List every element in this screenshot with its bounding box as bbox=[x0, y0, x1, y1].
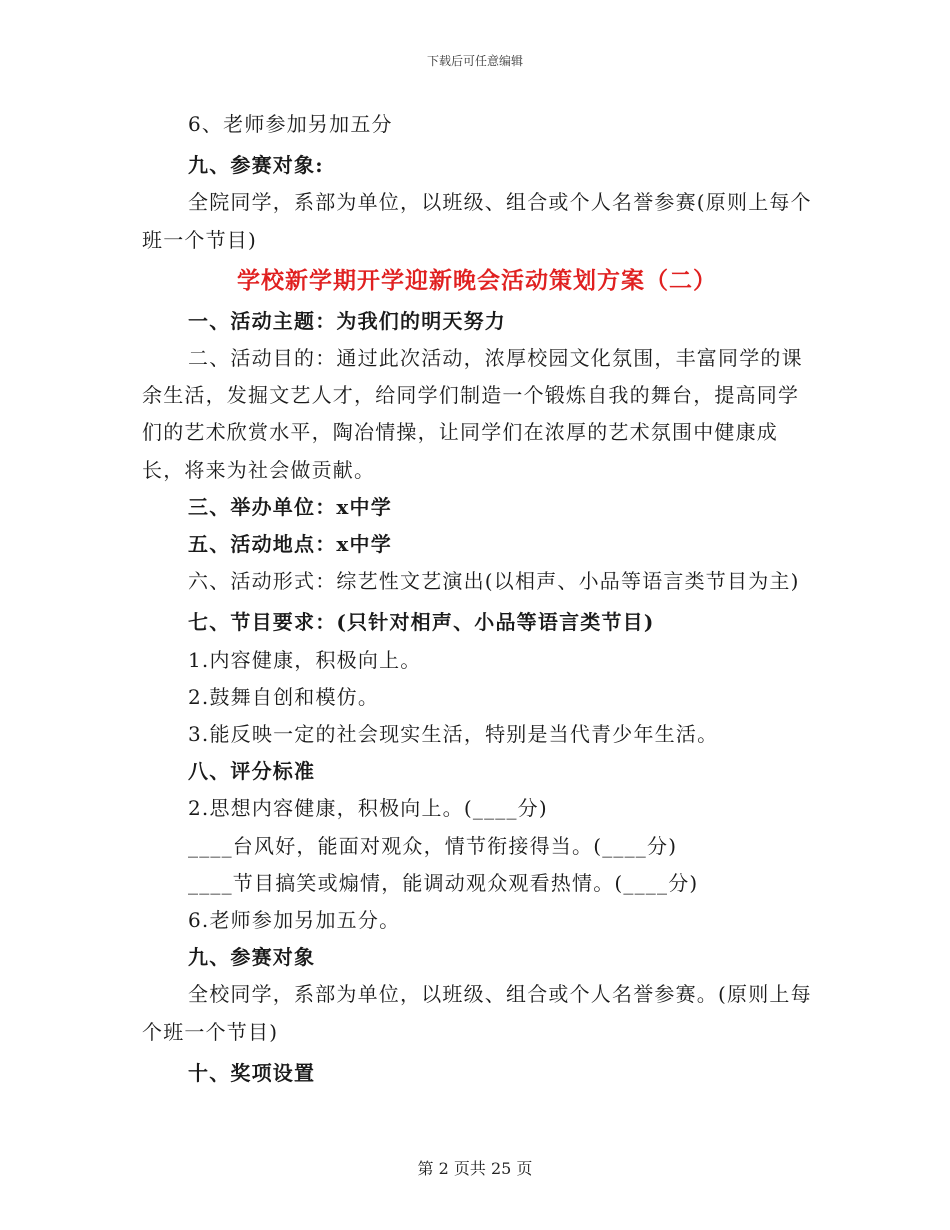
paragraph-participants-2: 全校同学，系部为单位，以班级、组合或个人名誉参赛。(原则上每个班一个节目) bbox=[142, 982, 812, 1044]
document-body bbox=[142, 106, 812, 1092]
list-item-scoring-2: ____台风好，能面对观众，情节衔接得当。(____分) bbox=[188, 833, 678, 858]
paragraph-participants: 全院同学，系部为单位，以班级、组合或个人名誉参赛(原则上每个班一个节目) bbox=[142, 190, 812, 252]
paragraph-format: 六、活动形式：综艺性文艺演出(以相声、小品等语言类节目为主) bbox=[188, 569, 800, 594]
paragraph-teacher-bonus: 6、老师参加另加五分 bbox=[188, 112, 393, 136]
heading-scoring: 八、评分标准 bbox=[188, 759, 316, 784]
page-footer: 第 2 页共 25 页 bbox=[417, 1159, 533, 1178]
list-item-requirement-1: 1.内容健康，积极向上。 bbox=[188, 647, 422, 672]
heading-organizer: 三、举办单位：x中学 bbox=[188, 494, 392, 519]
heading-awards: 十、奖项设置 bbox=[188, 1060, 316, 1085]
list-item-requirement-2: 2.鼓舞自创和模仿。 bbox=[188, 684, 380, 709]
heading-location: 五、活动地点：x中学 bbox=[188, 532, 392, 557]
page-header: 下载后可任意编辑 bbox=[426, 54, 523, 68]
paragraph-purpose: 二、活动目的：通过此次活动，浓厚校园文化氛围，丰富同学的课余生活，发掘文艺人才，给同学们制造一个锻炼自我的舞台，提高同学们的艺术欣赏水平，陶冶情操，让同学们在浓厚的艺术氛围中健康成长，将来为社会做贡献。 bbox=[142, 346, 803, 482]
list-item-scoring-4: 6.老师参加另加五分。 bbox=[188, 908, 401, 933]
list-item-scoring-1: 2.思想内容健康，积极向上。(____分) bbox=[188, 796, 548, 821]
heading-theme: 一、活动主题：为我们的明天努力 bbox=[188, 308, 506, 333]
heading-participants-2: 九、参赛对象 bbox=[188, 945, 316, 970]
list-item-requirement-3: 3.能反映一定的社会现实生活，特别是当代青少年生活。 bbox=[188, 722, 719, 747]
heading-participants: 九、参赛对象: bbox=[188, 153, 324, 178]
section-title: 学校新学期开学迎新晚会活动策划方案（二） bbox=[237, 266, 717, 294]
list-item-scoring-3: ____节目搞笑或煽情，能调动观众观看热情。(____分) bbox=[188, 870, 699, 895]
heading-requirements: 七、节目要求：(只针对相声、小品等语言类节目) bbox=[188, 610, 655, 635]
